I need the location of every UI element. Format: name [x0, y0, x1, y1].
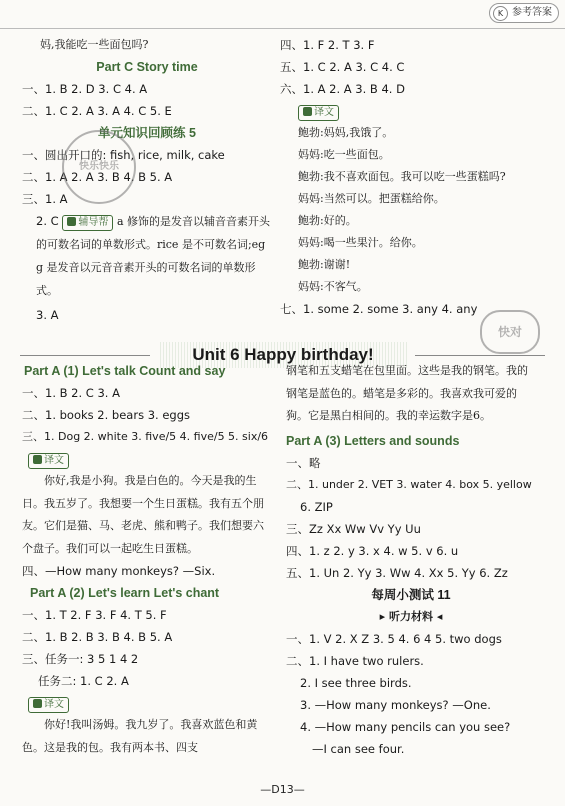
unit-title: Unit 6 Happy birthday! [158, 342, 408, 368]
answer-key-badge [489, 3, 559, 23]
answer-line: 五、1. C 2. A 3. C 4. C [280, 60, 405, 74]
dialog-line: 妈妈:喝一些果汁。给你。 [298, 236, 423, 249]
translation-tag: 译文 [28, 453, 69, 469]
section-heading: 每周小测试 11 [371, 587, 451, 602]
page-number: —D13— [260, 783, 305, 796]
watermark-stamp: 快对 [480, 310, 540, 354]
answer-line: 三、任务一: 3 5 1 4 2 [22, 652, 139, 666]
answer-line: 4. —How many pencils can you see? [300, 719, 511, 734]
translation-paragraph: 你好!我叫汤姆。我九岁了。我喜欢蓝色和黄色。这是我的包。我有两本书、四支 [22, 718, 258, 754]
dialog-line: 鲍勃:我不喜欢面包。我可以吃一些蛋糕吗? [298, 170, 506, 183]
left-bottom-column [22, 360, 267, 759]
answer-line: 任务二: 1. C 2. A [38, 674, 129, 688]
dialog-line: 妈妈:不客气。 [298, 280, 368, 293]
dialog-line: 妈妈:吃一些面包。 [298, 148, 390, 161]
answer-line: 一、1. V 2. X Z 3. 5 4. 6 4 5. two dogs [286, 631, 502, 646]
answer-line: 一、1. B 2. D 3. C 4. A [22, 82, 148, 96]
left-top-column [22, 34, 272, 326]
answer-line: 二、1. C 2. A 3. A 4. C 5. E [22, 104, 172, 118]
answer-line: 五、1. Un 2. Yy 3. Ww 4. Xx 5. Yy 6. Zz [286, 565, 508, 580]
answer-line: 七、1. some 2. some 3. any 4. any [280, 302, 478, 316]
dialog-line: 鲍勃:好的。 [298, 214, 357, 227]
answer-line: 三、Zz Xx Ww Vv Yy Uu [286, 521, 421, 536]
explanation-block [22, 210, 272, 302]
question-number: 2. C [36, 214, 59, 228]
answer-line: 三、1. A [22, 192, 68, 206]
watermark-stamp: 快乐快乐 [62, 130, 136, 204]
right-top-column [280, 34, 530, 320]
answer-line: 二、1. A 2. A 3. B 4. B 5. A [22, 170, 173, 184]
answer-line: 一、圆出开口的: fish, rice, milk, cake [22, 148, 225, 162]
answer-line: 四、1. z 2. y 3. x 4. w 5. v 6. u [286, 543, 459, 558]
translation-tag: 译文 [28, 697, 69, 713]
answer-line: 六、1. A 2. A 3. B 4. D [280, 82, 405, 96]
header-rule [0, 28, 565, 29]
section-heading: 单元知识回顾练 5 [98, 126, 196, 140]
answer-line: 6. ZIP [300, 499, 333, 514]
section-heading: Part A (3) Letters and sounds [286, 433, 460, 448]
section-heading: Part A (1) Let's talk Count and say [24, 364, 226, 378]
text-line: 妈,我能吃一些面包吗? [40, 38, 149, 51]
dialog-line: 鲍勃:妈妈,我饿了。 [298, 126, 394, 139]
answer-line: 一、略 [286, 455, 321, 470]
dialog-line: 鲍勃:谢谢! [298, 258, 351, 271]
answer-line: 三、1. Dog 2. white 3. five/5 4. five/5 5. six/6 [22, 430, 269, 443]
helper-tag: 辅导帮 [62, 215, 113, 231]
translation-paragraph: 钢笔和五支蜡笔在包里面。这些是我的钢笔。我的钢笔是蓝色的。蜡笔是多彩的。我喜欢我可爱的狗。它是黑白相间的。我的幸运数字是6。 [286, 364, 528, 422]
right-bottom-column [286, 360, 536, 760]
answer-line: 3. A [36, 308, 59, 322]
answer-line: —I can see four. [312, 741, 405, 756]
answer-line: 二、1. I have two rulers. [286, 653, 424, 668]
answer-line: 一、1. T 2. F 3. F 4. T 5. F [22, 608, 167, 622]
explanation-text: a 修饰的是发音以辅音音素开头的可数名词的单数形式。rice 是不可数名词;egg 是发音以元音音素开头的可数名词的单数形式。 [36, 215, 271, 297]
section-heading: Part A (2) Let's learn Let's chant [30, 586, 220, 600]
answer-line: 二、1. books 2. bears 3. eggs [22, 408, 191, 422]
answer-line: 四、1. F 2. T 3. F [280, 38, 375, 52]
answer-line: 3. —How many monkeys? —One. [300, 697, 491, 712]
dialog-line: 妈妈:当然可以。把蛋糕给你。 [298, 192, 445, 205]
translation-paragraph: 你好,我是小狗。我是白色的。今天是我的生日。我五岁了。我想要一个生日蛋糕。我有五个朋友。它们是猫、马、老虎、熊和鸭子。我们想要六个盘子。我们可以一起吃生日蛋糕。 [22, 474, 264, 555]
answer-line: 二、1. under 2. VET 3. water 4. box 5. yellow [286, 477, 532, 491]
translation-tag: 译文 [298, 105, 339, 121]
answer-line: 一、1. B 2. C 3. A [22, 386, 120, 400]
listening-label: ▸ 听力材料 ◂ [379, 609, 443, 623]
answer-line: 2. I see three birds. [300, 675, 412, 690]
answer-line: 二、1. B 2. B 3. B 4. B 5. A [22, 630, 173, 644]
section-heading: Part C Story time [96, 60, 198, 74]
book-icon: K [493, 6, 508, 21]
badge-label: 参考答案 [512, 7, 552, 18]
answer-line: 四、—How many monkeys? —Six. [22, 564, 216, 578]
